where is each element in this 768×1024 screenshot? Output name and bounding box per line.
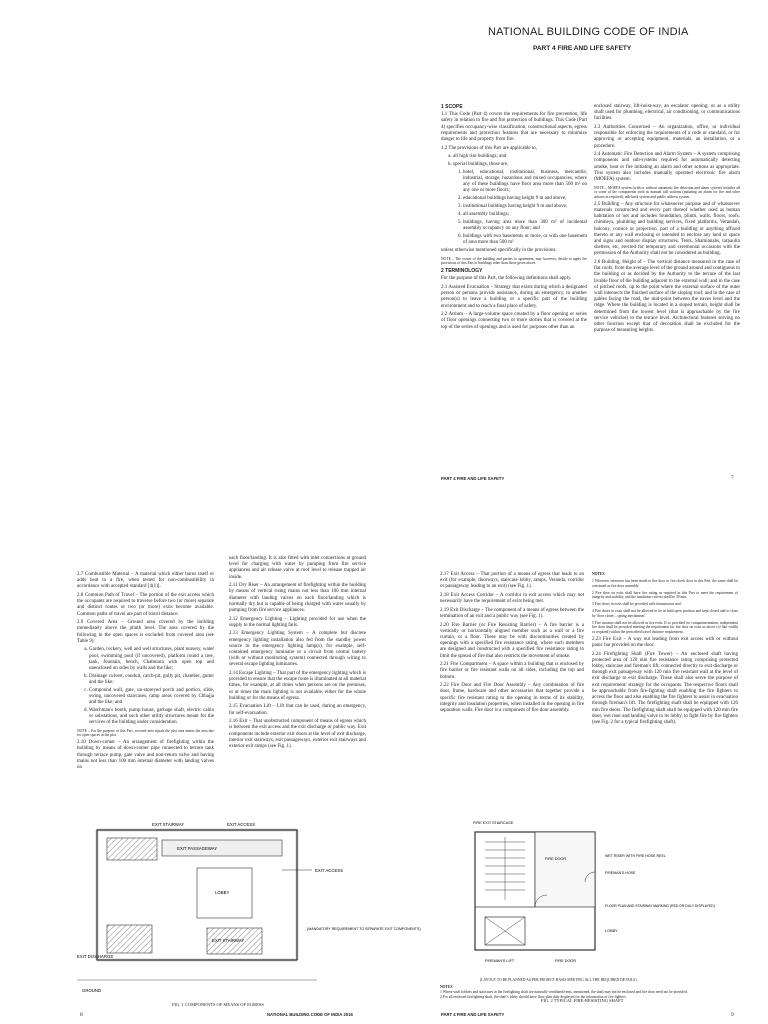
terminology-heading: 2 TERMINOLOGY [441,268,483,275]
label-firemans-lift: FIREMAN'S LIFT [485,959,515,963]
note-item: 5 Fire curtains shall not be allowed as fire exits. If so provided for compartmentation, independent fire door shall be provided meeting the requirement for fire door on exits as above (of like width) or required) within the prescribed travel distance requirement. [592,620,738,634]
list-item: b. special buildings, those are, [453,162,587,168]
exit-stairway-bottom [107,925,152,953]
para-2-6: 2.6 Building, Height of – The vertical distance measured in the case of flat roofs, from the average level of the ground around and contiguous to the building or as decided by the Authority to the terrace of the last livable floor of the building adjacent to the external wall; and in the case of pitched roofs, up to the point where the external surface of the outer wall intersects the finished surface of the sloping roof; and in the case of gables facing the road, the mid-point between the eaves level and the ridge. Where the building is located in a sloped terrain, height shall be determined from the lowest level (that is approachable by the fire service vehicles) to the terrace level. Architectural features serving no other function except that of decoration shall be excluded for the purpose of measuring heights. [594,260,740,334]
list-item: a. all high rise buildings; and [453,154,587,160]
para-1-2: 1.2 The provisions of this Part are applicable to, [441,145,537,151]
unless-text: unless otherwise mentioned specifically in the provisions. [441,248,557,253]
figure-2-caption: FIG. 2 TYPICAL FIRE-RESISTING SHAFT [541,998,624,1003]
figure-1-caption [172,1002,264,1007]
para-2-19: 2.19 Exit Discharge – The component of a means of egress between the termination of an exit and a public way (see Fig. 1). [440,607,584,619]
label-floor-plan: FLOOR PLAN AND STAIRWAY MARKING (RED OR DULY DISPLAYED) [605,904,715,908]
para-2-4: 2.4 Automatic Fire Detection and Alarm System – A system comprising components and sub-systems required for automatically detecting smoke, heat or fire initiating an alarm and other actions as appropriate. This system also includes manually operated electronic fire alarm (MOEFA) system. [594,152,740,183]
para-2-15: 2.15 Evacuation Lift – Lift that can be used, during an emergency, for self-evacuation. [229,704,366,716]
note-item: 1 Where such lobbies and staircases in the firefighting shaft are naturally ventilated/vents, mentioned, the shaft may not be enclosed and fire door need not be provided. [440,989,688,994]
para-2-17: 2.17 Exit Access – That portion of a means of egress that leads to an exit (for example, doorways, staircase lobby, ramps, Veranda, corridor or passageway leading to an exit) (see Fig. 1). [440,572,584,590]
para-2-20: 2.20 Fire Barrier (or Fire Resisting Barrier) – A fire barrier is a vertically or horizontally aligned member such as a wall or a fire curtain, or a floor. These may be with discontinuities created by openings with a specified fire resistance rating, where such members are designed and constructed with a specified fire resistance rating to limit the spread of fire that also restricts the movement of smoke. [440,622,584,659]
para-2-5: 2.5 Building – Any structure for whatsoever purpose and of whatsoever materials constructed and every part thereof whether used as human habitation or not and includes foundation, plinth, walls, floors, roofs, chimneys, plumbing and building services, fixed platforms, Verandah, balcony, cornice or projection, part of a building or anything affixed thereto or any wall enclosing or intended to enclose any land or space and signs and outdoor display structures. Tents, Shamianahs, tarpaulin shelters, etc, erected for temporary and ceremonial occasions with the permission of the Authority shall not be considered as building. [594,201,740,257]
continued-text: enclosed stairway, lift-hoist-way, an escalator opening; or as a utility shaft used for plumbing, electrical, air conditioning, or communications facilities. [594,104,740,122]
exit-stairway-top [107,838,157,860]
layout-note: (LAYOUT TO BE PLANNED AS PER PROJECT BASIS MEETING ALL THE REQUIRED DETAILS) [480,978,637,982]
list-item: 6. buildings with two basements or more, or with one basement of area more than 500 m² [463,234,587,246]
para-2-1: 2.1 Assisted Evacuation – Strategy that exists during which a designated person or persons provide assistance, during an emergency, to another person(s) to leave a building or a specific part of the building environment and to reach a final place of safety. [441,284,587,309]
list-item: 2. educational buildings having height 9 m and above; [463,196,587,202]
label-exit-passageway: EXIT PASSAGEWAY [177,846,218,851]
para-1-1: 1.1 This Code (Part 4) covers the requirements for fire prevention, life safety in relation to fire and fire protection of buildings. This Code (Part 4) specifies occupancy-wise classification, constructional aspects, egress requirements and protection features that are necessary to minimize danger to life and property from fire. [441,112,587,143]
page7-left-column [441,104,587,333]
label-fire-door-2: FIRE DOOR [555,959,577,963]
covered-area-list [77,647,214,726]
label-exit-stairway-2: EXIT STAIRWAY [212,938,245,943]
page8-left-column [77,572,214,774]
para-2-8: 2.8 Common Path of Travel – The portion of the exit access which the occupants are required to traverse before two (or more) separate and distinct routes or two (or more) exits become available. Common paths of travel are part of travel distance. [77,593,214,617]
label-mandatory-note: (MANDATORY REQUIREMENT TO SEPARATE EXIT COMPONENTS) [307,927,421,931]
para-2-11: 2.11 Dry Riser – An arrangement of firefighting within the building by means of vertical rising mains not less than 100 mm internal diameter with landing valves on each floor/landing which is normally dry but is capable of being charged with water usually by pumping from fire service appliances. [229,583,366,614]
figure-1-prefix: FIG. [172,1002,181,1007]
list-item: 5. buildings, having area more than 300 m² of incidental assembly occupancy on any floor; and [463,220,587,232]
continued-text: each floor/landing. It is also fitted with inlet connections at ground level for charging with water by pumping from fire service appliances and air release valve at roof level to release trapped air inside. [229,556,366,580]
page9-left-column [440,572,584,717]
label-wet-riser: WET RISER WITH FIRE HOSE REEL [605,854,666,858]
notes-title: NOTES [592,572,605,576]
label-exit-access: EXIT ACCESS [227,822,256,827]
scope-heading: 1 SCOPE [441,104,463,110]
special-buildings-list [441,170,587,246]
part-subtitle: PART 4 FIRE AND LIFE SAFETY [533,45,632,52]
page-number: 7 [731,475,734,481]
note-item: 2 For all enclosed firefighting shaft, the shaft's lobby should have floor plan duly displayed for the information of fire fighters. [440,995,627,1000]
note-item: 3 Fire doors in exits shall be provided with intumescent seal. [592,602,682,607]
label-fire-door: FIRE DOOR [545,857,567,861]
para-2-14: 2.14 Escape Lighting – That part of the emergency lighting which is provided to ensure that the escape route is illuminated at all material times, for example, at all times when persons are on the premises, or at times the main lighting is not available, either for the whole building or for the means of egress. [229,671,366,701]
label-exit-stairway: EXIT STAIRWAY [152,822,185,827]
para-2-9: 2.9 Covered Area – Ground area covered by the building immediately above the plinth level. The area covered by the following in the open spaces is excluded from covered area (see Table 9): [77,620,214,644]
para-2-12: 2.12 Emergency Lighting – Lighting provided for use when the supply to the normal lighting fails. [229,616,366,628]
label-ground: GROUND [82,988,102,993]
page7-right-column [594,104,740,337]
list-item: c. Compound wall, gate, un-storeyed porch and portico, slide, swing, uncovered staircases, ramp areas covered by Chhajja and the like; and [89,688,214,707]
figure-1-title: 1 COMPONENTS OF MEANS OF EGRESS [181,1002,264,1007]
label-exit-access-2: EXIT ACCESS [315,868,344,873]
note: NOTE – For the purpose of this Part, covered area equals the plot area minus the area due for open spaces in the plot. [77,728,214,738]
list-item: 1. hotel, educational, institutional, business, mercantile, industrial, storage, hazardous and mixed occupancies, where any of these buildings have floor area more than 500 m² on any one or more floors; [463,170,587,195]
para-2-7: 2.7 Combustible Material – A material which either burns itself or adds heat to a fire, when tested for non-combustibility in accordance with accepted standard [4(1)]. [77,572,214,590]
note-item: 1 Wherever reference has been made to fire door or fire check door in this Part, the same shall be construed as fire door assembly. [592,578,738,588]
note: NOTE – The owner of the building and parties to agreement, may however, decide to apply the provisions of this Part to buildings other than those given above. [441,256,587,266]
page-number: 8 [80,1012,83,1018]
label-lobby: LOBBY [215,890,230,895]
para-2-2: 2.2 Atrium – A large-volume space created by a floor opening or series of floor openings connecting two or more stories that is covered at the top of the series of openings and is used for purposes other than an [441,312,587,330]
label-hose-reel: FIREMAN'S HOSE [605,871,636,875]
terminology-intro: For the purpose of this Part, the following definitions shall apply. [441,276,572,282]
para-2-10: 2.10 Down-comer – An arrangement of firefighting within the building by means of down-comer pipe connected to terrace tank through terrace pump, gate valve and non-return valve and having mains not less than 100 mm internal diameter with landing valves on [77,740,214,771]
note-item: 4 Fire doors in exits shall not be allowed to be in hold open position and kept closed and to close by 'door closer – spring mechanism'. [592,609,738,618]
list-item: a. Garden, rockery, well and well structures, plant nursery, water pool, swimming pool (if uncovered), platform round a tree, tank, fountain, bench, Chabutara with open top and unenclosed on sides by walls and the like; [89,647,214,672]
list-item: 3. institutional buildings having height 9 m and above; [463,204,587,210]
figure-1-means-of-egress [77,810,421,1000]
list-item: b. Drainage culvert, conduit, catch-pit, gully pit, chamber, gutter and the like; [89,674,214,686]
note: NOTE – MOEFA system (with or without automatic fire detection and alarm system) includes all or some of the components such as manual call stations (initiating an alarm for fire and other actions as required), talk-back system and public address system. [594,185,740,199]
label-lobby: LOBBY [605,929,618,933]
para-2-3: 2.3 Authorities Concerned – An organization, office, or individual responsible for enforcing the requirements of a code or standard, or for approving or accepting equipment, materials, an installation, or a procedure. [594,125,740,149]
para-2-18: 2.18 Exit Access Corridor – A corridor in exit access which may not necessarily have the requirement of exits being met. [440,593,584,605]
pages-8-9 [0,512,768,1024]
label-exit-discharge: EXIT DISCHARGE [77,954,114,959]
note-item: 2 Fire door on exits shall have fire rating as required in this Part to meet the requirement of integrity and stability, and the insulation criteria shall be 30 min. [592,590,738,600]
page8-right-column [229,556,366,753]
para-2-24: 2.24 Firefighting Shaft (Fire Tower) – An enclosed shaft having protected area of 120 min fire resistance rating comprising protected lobby, staircase and fireman's lift, connected directly to exit discharge or through exit passageway with 120 min fire resistant wall at the level of exit discharge to exit discharge. These shall also serve the purpose of exit requirement/ strategy for the occupants. The respective floors shall be approachable from fire-fighting shaft enabling the fire fighters to access the floor and also enabling the fire fighters to assist in evacuation through fireman's lift. The firefighting shaft shall be equipped with 120 min fire doors. The firefighting shaft shall be equipped with 120 min fire door, wet riser and landing valve in its lobby, to fight fire by fire fighters (see Fig. 2 for a typical firefighting shaft). [592,651,738,725]
notes-title: NOTES [440,984,453,989]
para-2-23: 2.23 Fire Exit – A way out leading from exit access with or without panic bar provided on the door. [592,636,738,649]
para-2-22: 2.22 Fire Door and Fire Door Assembly – Any combination of fire door, frame, hardware and other accessories that together provide a specific fire resistant rating to the opening in terms of its stability, integrity and insulation properties, when installed in the opening in fire separation walls. Fire door is a component of fire door assembly. [440,683,584,714]
list-item: d. Watchman's booth, pump house, garbage shaft, electric cabin or substations, and such other utility structures meant for the services of the building under consideration. [89,708,214,727]
page-number: 9 [731,1012,734,1018]
para-2-16: 2.16 Exit – That unobstructed component of means of egress which is between the exit access and the exit discharge or public way. Exit components include exterior exit doors at the level of exit discharge, interior exit stairways, exit passageways, exterior exit stairways and exterior exit ramps (see Fig. 1). [229,719,366,750]
para-2-21: 2.21 Fire Compartment – A space within a building that is enclosed by fire barrier or fire resistant walls on all sides, including the top and bottom. [440,662,584,680]
page-footer: NATIONAL BUILDING CODE OF INDIA 2016 [267,1012,353,1017]
applicability-list [441,154,587,168]
lobby-space [535,832,595,907]
document-title: NATIONAL BUILDING CODE OF INDIA [488,26,689,38]
figure-2-fire-resisting-shaft [455,812,735,980]
page-footer: PART 4 FIRE AND LIFE SAFETY [441,476,505,481]
page-footer: PART 4 FIRE AND LIFE SAFETY [441,1012,505,1017]
page9-right-column [592,572,738,729]
list-item: 4. all assembly buildings; [463,212,587,218]
label-fire-exit: FIRE EXIT STAIRCASE [473,821,514,825]
para-2-13: 2.13 Emergency Lighting System – A complete but discrete emergency lighting installation also fed from the standby power source to the emergency lighting lamp(s), for example, self-contained emergency luminaire or a circuit from central battery (with or without monitoring system) connected through wiring to several escape lighting luminaries. [229,631,366,668]
